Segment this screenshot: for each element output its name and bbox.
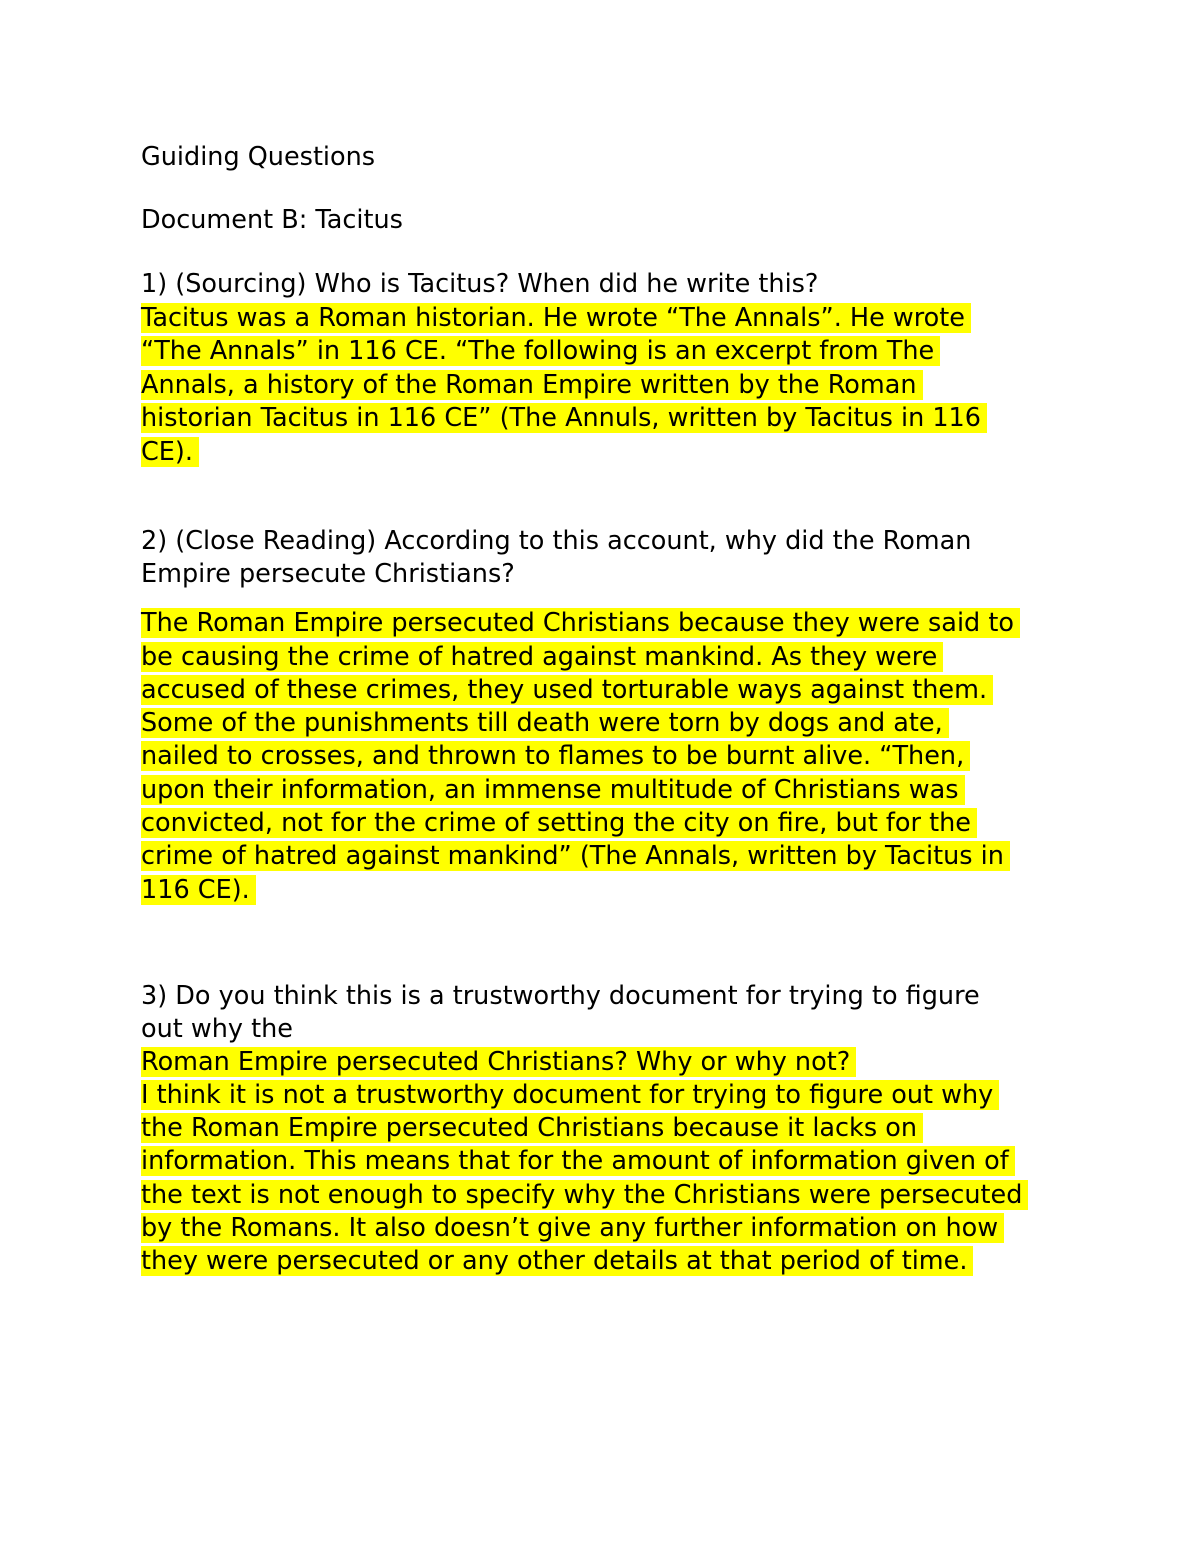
highlighted-text: convicted, not for the crime of setting the city on fire, but for the bbox=[141, 808, 977, 838]
answer-2-line bbox=[141, 840, 1010, 873]
highlighted-text: nailed to crosses, and thrown to flames to be burnt alive. “Then, bbox=[141, 741, 970, 771]
highlighted-text: the text is not enough to specify why the Christians were persecuted bbox=[141, 1180, 1028, 1210]
highlighted-text: The Roman Empire persecuted Christians because they were said to bbox=[141, 608, 1020, 638]
answer-1-line bbox=[141, 302, 971, 335]
answer-3-line bbox=[141, 1112, 923, 1145]
question-2-line: Empire persecute Christians? bbox=[141, 559, 515, 589]
answer-2-line bbox=[141, 874, 256, 907]
highlighted-text: Some of the punishments till death were torn by dogs and ate, bbox=[141, 708, 949, 738]
answer-1-line bbox=[141, 436, 199, 469]
highlighted-text: Roman Empire persecuted Christians? Why or why not? bbox=[141, 1047, 856, 1077]
answer-1-line bbox=[141, 335, 940, 368]
answer-2-line bbox=[141, 674, 993, 707]
document-title: Guiding Questions bbox=[141, 142, 376, 172]
answer-3-line bbox=[141, 1145, 1015, 1178]
question-3-line: out why the bbox=[141, 1014, 293, 1044]
question-1: 1) (Sourcing) Who is Tacitus? When did he write this? bbox=[141, 269, 819, 299]
highlighted-text: they were persecuted or any other details at that period of time. bbox=[141, 1246, 973, 1276]
highlighted-text: Annals, a history of the Roman Empire written by the Roman bbox=[141, 370, 923, 400]
highlighted-text: CE). bbox=[141, 437, 199, 467]
document-subtitle: Document B: Tacitus bbox=[141, 205, 403, 235]
highlighted-text: Tacitus was a Roman historian. He wrote “The Annals”. He wrote bbox=[141, 303, 971, 333]
highlighted-text: the Roman Empire persecuted Christians because it lacks on bbox=[141, 1113, 923, 1143]
highlighted-text: by the Romans. It also doesn’t give any further information on how bbox=[141, 1213, 1004, 1243]
answer-3-line bbox=[141, 1046, 856, 1079]
highlighted-text: 116 CE). bbox=[141, 875, 256, 905]
question-3-line: 3) Do you think this is a trustworthy document for trying to figure bbox=[141, 981, 980, 1011]
answer-2-line bbox=[141, 707, 949, 740]
answer-1-line bbox=[141, 369, 923, 402]
answer-3-line bbox=[141, 1212, 1004, 1245]
highlighted-text: “The Annals” in 116 CE. “The following is an excerpt from The bbox=[141, 336, 940, 366]
highlighted-text: accused of these crimes, they used torturable ways against them. bbox=[141, 675, 993, 705]
answer-1-line bbox=[141, 402, 987, 435]
answer-2-line bbox=[141, 641, 943, 674]
highlighted-text: crime of hatred against mankind” (The Annals, written by Tacitus in bbox=[141, 841, 1010, 871]
answer-2-line bbox=[141, 807, 977, 840]
question-2-line: 2) (Close Reading) According to this account, why did the Roman bbox=[141, 526, 972, 556]
highlighted-text: historian Tacitus in 116 CE” (The Annuls, written by Tacitus in 116 bbox=[141, 403, 987, 433]
answer-3-line bbox=[141, 1245, 973, 1278]
answer-3-line bbox=[141, 1179, 1028, 1212]
answer-2-line bbox=[141, 740, 970, 773]
answer-2-line bbox=[141, 774, 965, 807]
highlighted-text: information. This means that for the amount of information given of bbox=[141, 1146, 1015, 1176]
answer-3-line bbox=[141, 1079, 999, 1112]
highlighted-text: be causing the crime of hatred against mankind. As they were bbox=[141, 642, 943, 672]
answer-2-line bbox=[141, 607, 1020, 640]
highlighted-text: upon their information, an immense multitude of Christians was bbox=[141, 775, 965, 805]
highlighted-text: I think it is not a trustworthy document for trying to figure out why bbox=[141, 1080, 999, 1110]
